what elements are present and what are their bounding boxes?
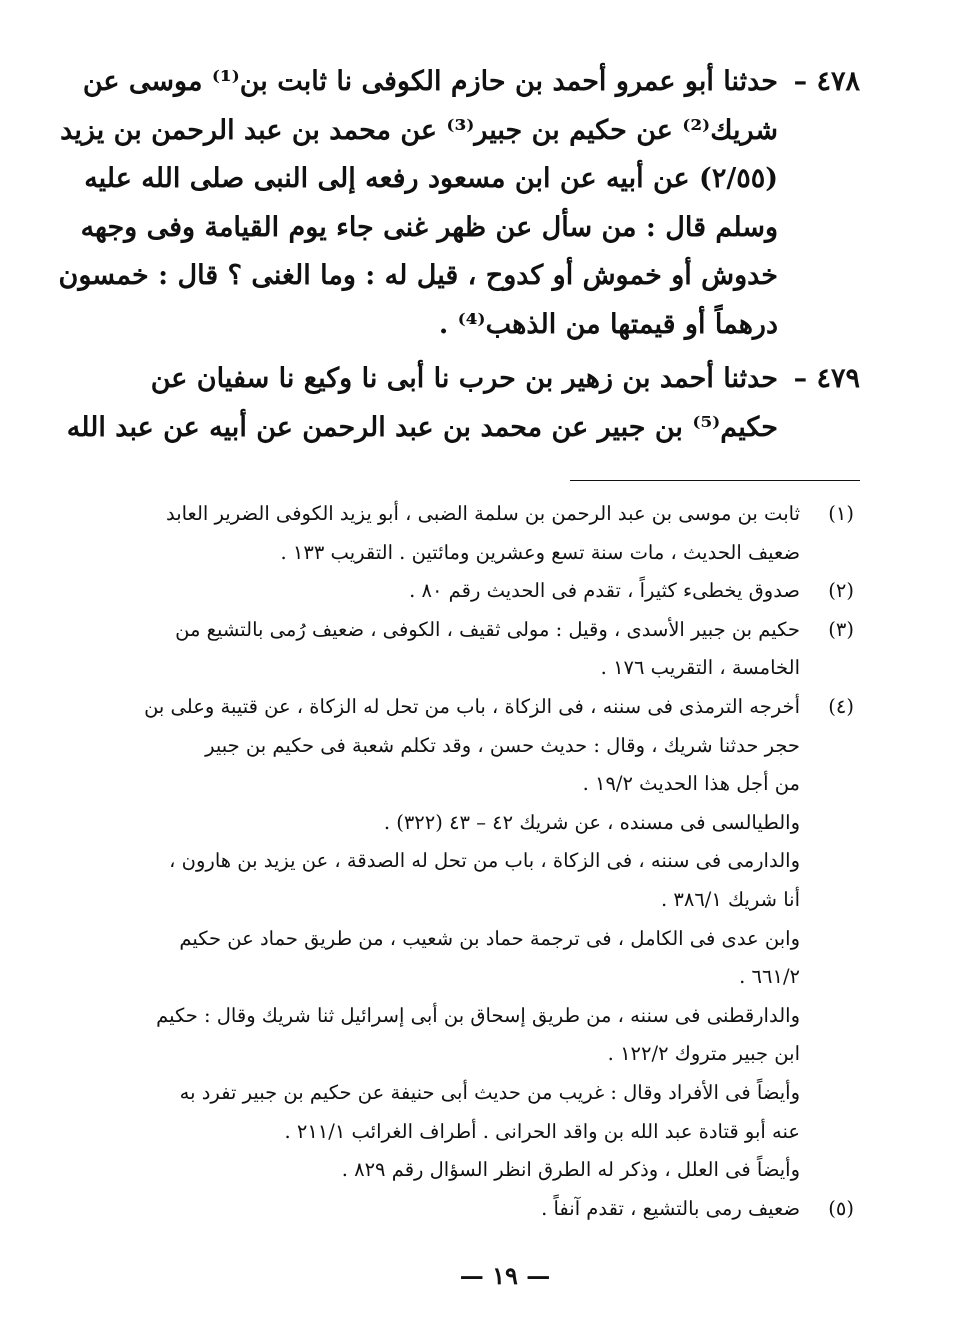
footnote-text (150, 495, 800, 572)
hadith-text (59, 58, 778, 349)
footnote-4 (144, 688, 860, 1190)
hadith-line: شريك⁽²⁾ عن حكيم بن جبير⁽³⁾ عن محمد بن عبد الرحمن بن يزيد (60, 114, 778, 146)
footnote-line: أنا شريك ٣٨٦/١ . (660, 887, 800, 911)
footnote-line: حكيم بن جبير الأسدى ، وقيل : مولى ثقيف ، الكوفى ، ضعيف رُمى بالتشيع من (175, 617, 800, 641)
hadith-line: حدثنا أحمد بن زهير بن حرب نا أبى نا وكيع نا سفيان عن (150, 363, 778, 394)
footnote-line: والدارقطنى فى سننه ، من طريق إسحاق بن أبى إسرائيل ثنا شريك وقال : حكيم (156, 1003, 800, 1027)
footnote-number: (١) (828, 502, 854, 525)
footnote-number: (٣) (828, 617, 854, 641)
hadith-number: ٤٧٨ – (793, 66, 860, 97)
footnote-line: أخرجه الترمذى فى سننه ، فى الزكاة ، باب من تحل له الزكاة ، عن قتيبة وعلى بن (144, 694, 800, 718)
footnote-text (144, 688, 800, 1190)
hadith-478 (58, 58, 860, 349)
footnote-number: (٤) (828, 694, 854, 718)
footnote-number: (٢) (828, 579, 854, 603)
footnote-5 (150, 1190, 860, 1229)
footnote-1 (150, 495, 860, 572)
footnote-line: الخامسة ، التقريب ١٧٦ . (600, 656, 800, 680)
page-number: — ١٩ — (459, 1261, 551, 1290)
hadith-line: درهماً أو قيمتها من الذهب⁽⁴⁾ . (438, 308, 778, 340)
footnote-2 (150, 572, 860, 611)
footnote-line: ٦٦١/٢ . (739, 965, 800, 989)
hadith-line: حكيم⁽⁵⁾ بن جبير عن محمد بن عبد الرحمن عن أبيه عن عبد الله (66, 411, 778, 443)
hadith-line: (٢/٥٥) عن أبيه عن ابن مسعود رفعه إلى النبى صلى الله عليه (84, 163, 778, 194)
footnote-line: من أجل هذا الحديث ١٩/٢ . (582, 772, 800, 796)
footnotes (144, 495, 860, 1228)
footnote-divider (570, 480, 860, 481)
footnote-line: والدارمى فى سننه ، فى الزكاة ، باب من تحل له الصدقة ، عن يزيد بن هارون ، (169, 849, 800, 873)
footnote-text (150, 572, 800, 611)
footnote-line: حجر حدثنا شريك ، وقال : حديث حسن ، وقد تكلم شعبة فى حكيم بن جبير (205, 733, 800, 757)
footnote-3 (150, 611, 860, 688)
footnote-line: وأيضاً فى الأفراد وقال : غريب من حديث أبى حنيفة عن حكيم بن جبير تفرد به (179, 1080, 800, 1104)
footnote-line: وابن عدى فى الكامل ، فى ترجمة حماد بن شعيب ، من طريق حماد عن حكيم (179, 926, 800, 950)
footnote-line: والطيالسى فى مسنده ، عن شريك ٤٢ – ٤٣ (٣٢٢) . (383, 810, 800, 834)
book-page (58, 58, 860, 1290)
footnote-line: عنه أبو قتادة عبد الله بن واقد الحرانى . أطراف الغرائب ٢١١/١ . (284, 1119, 800, 1143)
footnote-number: (٥) (828, 1196, 854, 1220)
footnote-line: ثابت بن موسى بن عبد الرحمن بن سلمة الضبى ، أبو يزيد الكوفى الضرير العابد (165, 502, 800, 525)
hadith-number: ٤٧٩ – (793, 363, 860, 394)
footnote-line: ابن جبير متروك ١٢٢/٢ . (607, 1042, 800, 1066)
footnote-text (150, 611, 800, 688)
hadith-line: وسلم قال : من سأل عن ظهر غنى جاء يوم القيامة وفى وجهه (80, 211, 778, 243)
footnote-line: ضعيف الحديث ، مات سنة تسع وعشرين ومائتين . التقريب ١٣٣ . (280, 540, 800, 564)
hadith-text (67, 355, 778, 452)
footnote-line: وأيضاً فى العلل ، وذكر له الطرق انظر السؤال رقم ٨٢٩ . (341, 1158, 800, 1182)
hadith-line: حدثنا أبو عمرو أحمد بن حازم الكوفى نا ثابت بن⁽¹⁾ موسى عن (82, 66, 778, 97)
hadith-line: خدوش أو خموش أو كدوح ، قيل له : وما الغنى ؟ قال : خمسون (58, 260, 778, 291)
footnote-line: ضعيف رمى بالتشيع ، تقدم آنفاً . (541, 1196, 800, 1220)
footnote-line: صدوق يخطىء كثيراً ، تقدم فى الحديث رقم ٨٠ . (409, 579, 800, 603)
footnote-text (150, 1190, 800, 1229)
hadith-479 (66, 355, 860, 452)
